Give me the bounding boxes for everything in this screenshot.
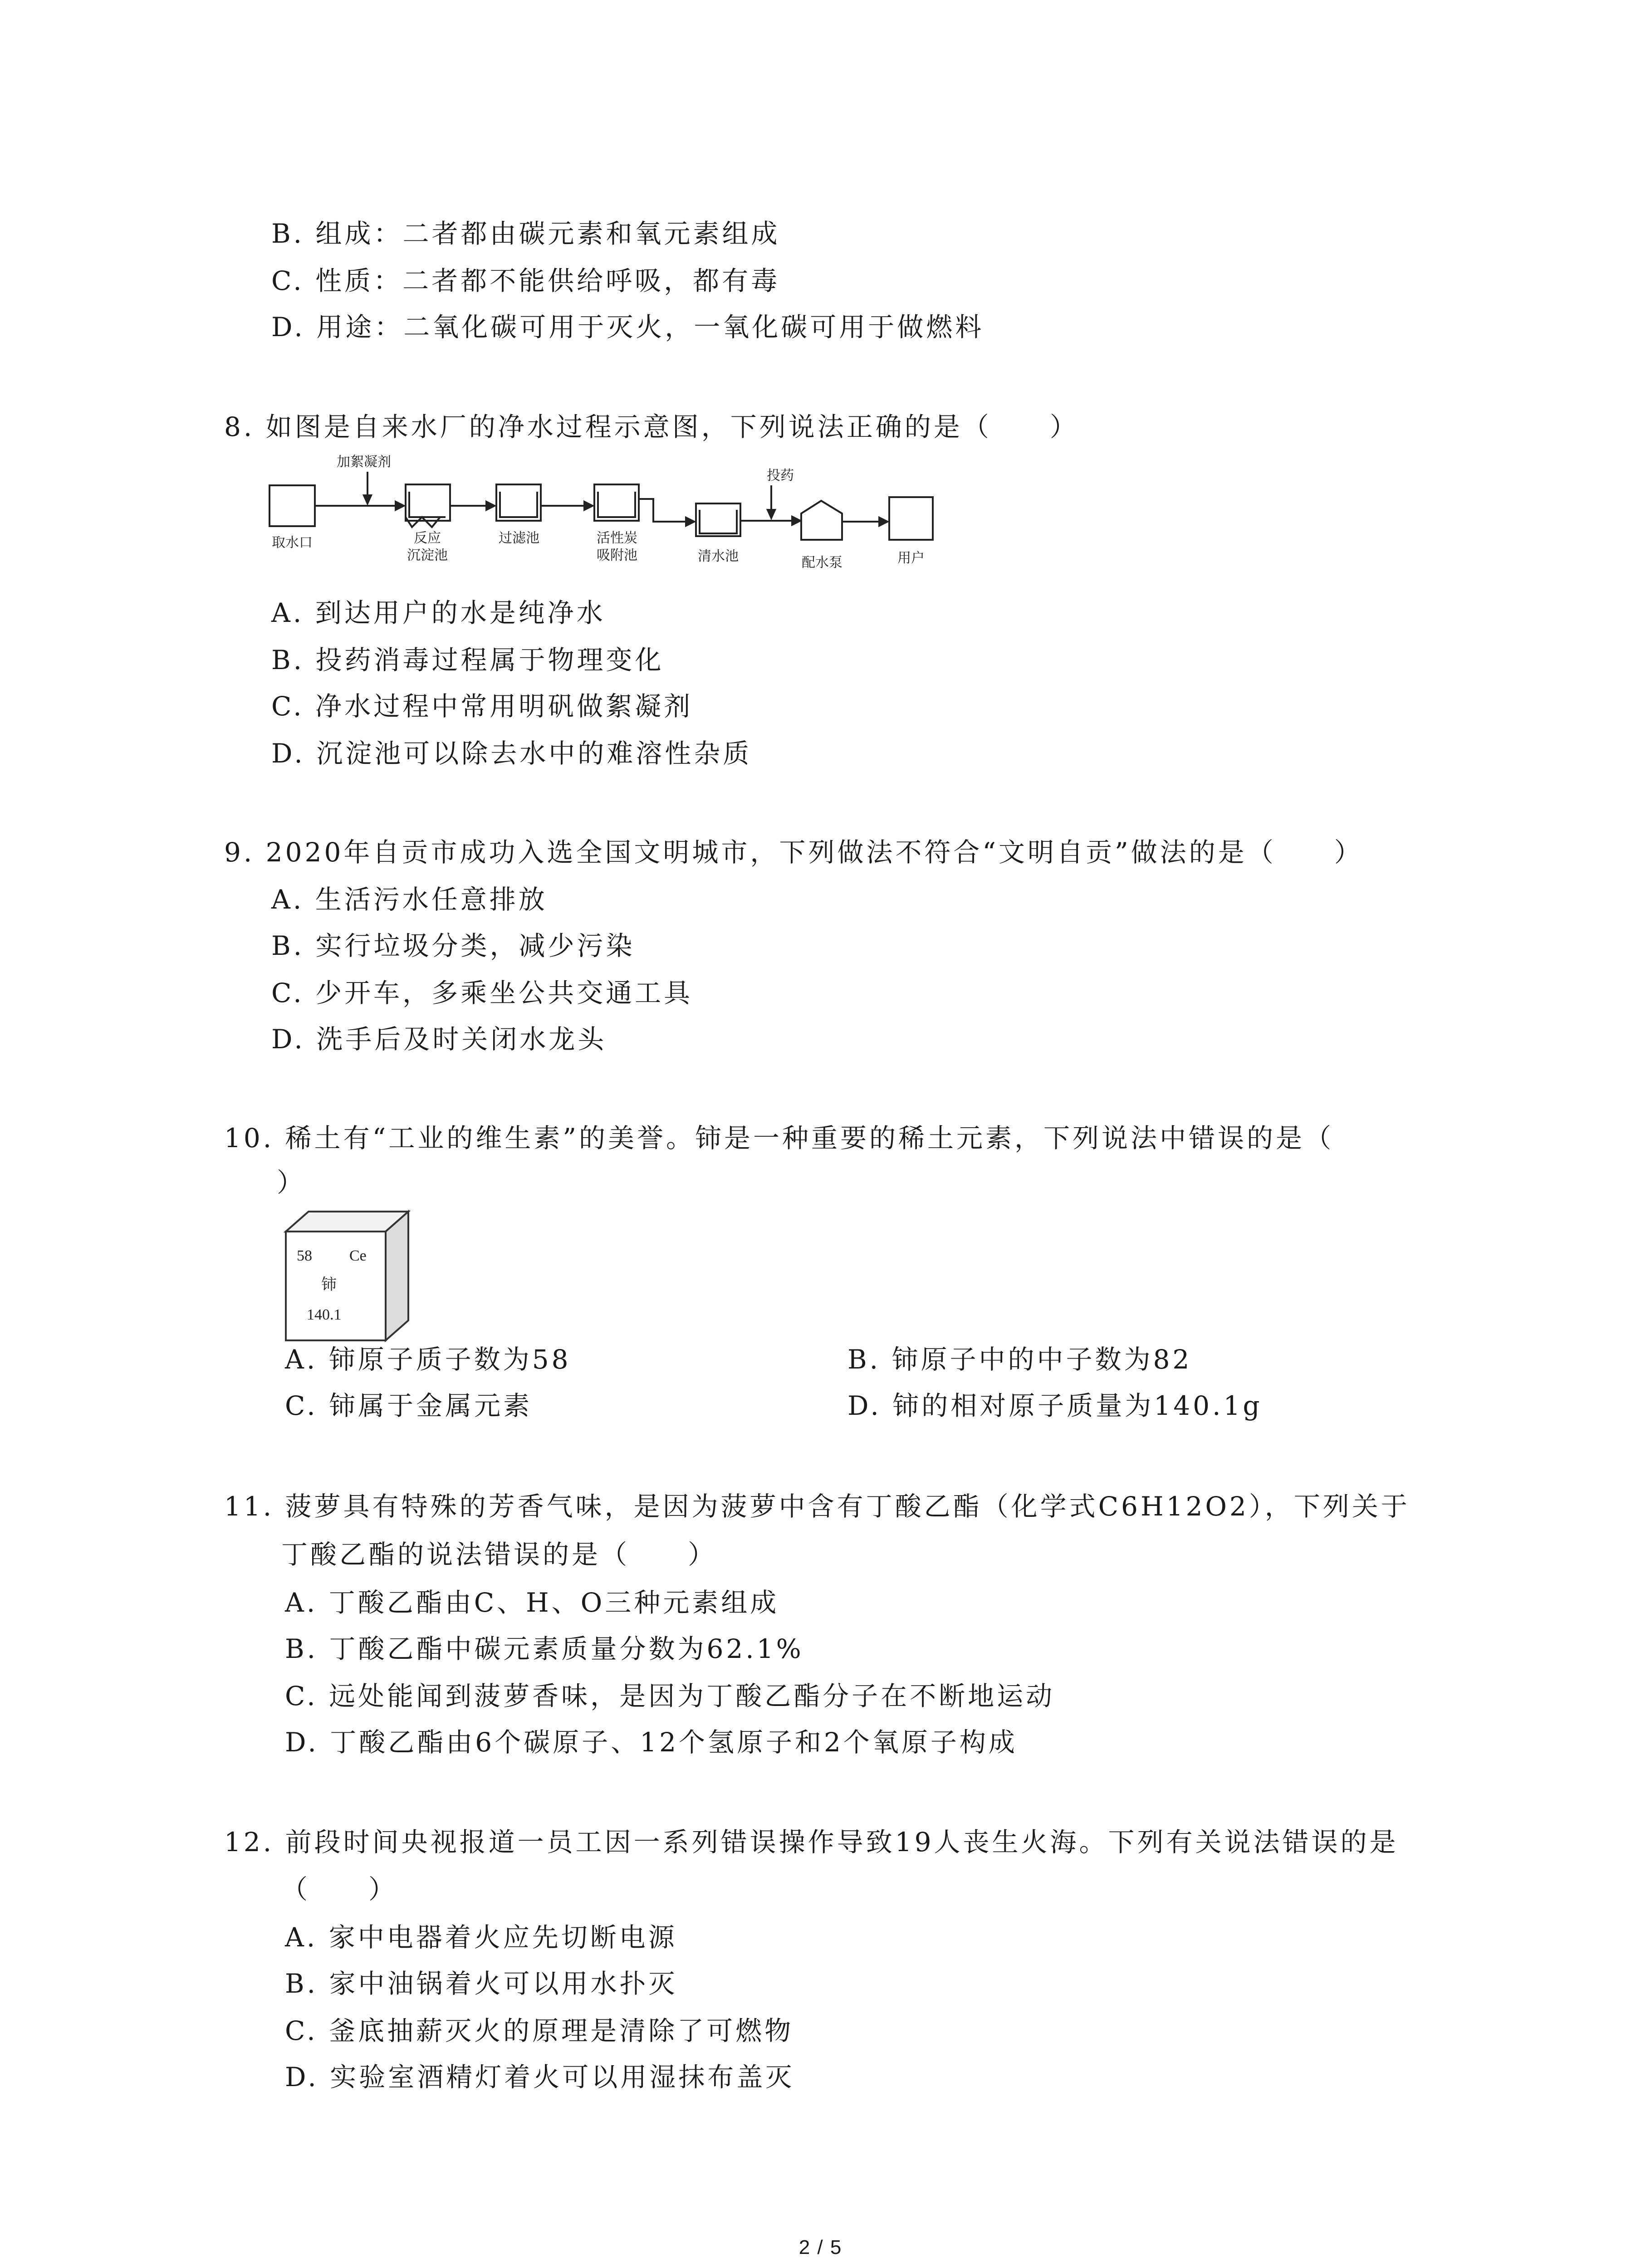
q12-option-c: C. 釜底抽薪灭火的原理是清除了可燃物 bbox=[285, 2015, 794, 2046]
q10-stem-line1: 10. 稀土有“工业的维生素”的美誉。铈是一种重要的稀土元素，下列说法中错误的是（ bbox=[224, 1123, 1334, 1154]
q8-option-c: C. 净水过程中常用明矾做絮凝剂 bbox=[271, 691, 693, 722]
label-carbon-1: 活性炭 bbox=[597, 530, 637, 546]
q12-option-d: D. 实验室酒精灯着火可以用湿抹布盖灭 bbox=[285, 2062, 795, 2092]
q10-option-d: D. 铈的相对原子质量为140.1g bbox=[847, 1390, 1263, 1421]
q9-option-d: D. 洗手后及时关闭水龙头 bbox=[271, 1024, 607, 1055]
q12-stem-line2: （ ） bbox=[281, 1874, 398, 1905]
q8-option-a: A. 到达用户的水是纯净水 bbox=[271, 597, 606, 628]
label-intake: 取水口 bbox=[272, 535, 313, 551]
q12-option-b: B. 家中油锅着火可以用水扑灭 bbox=[285, 1968, 678, 1999]
q11-stem-line1: 11. 菠萝具有特殊的芳香气味，是因为菠萝中含有丁酸乙酯（化学式C6H12O2），下列关于 bbox=[224, 1491, 1410, 1522]
q11-option-b: B. 丁酸乙酯中碳元素质量分数为62.1% bbox=[285, 1633, 804, 1664]
water-treatment-diagram bbox=[268, 454, 957, 590]
q12-option-a: A. 家中电器着火应先切断电源 bbox=[285, 1922, 677, 1953]
label-add-coagulant: 加絮凝剂 bbox=[337, 454, 391, 470]
label-filter: 过滤池 bbox=[499, 530, 539, 546]
element-symbol: Ce bbox=[349, 1247, 367, 1264]
q8-stem: 8. 如图是自来水厂的净水过程示意图，下列说法正确的是（ ） bbox=[224, 411, 1079, 442]
q9-option-c: C. 少开车，多乘坐公共交通工具 bbox=[271, 978, 693, 1008]
q10-stem-line2: ） bbox=[277, 1167, 306, 1198]
atomic-number: 58 bbox=[297, 1247, 312, 1264]
q11-option-a: A. 丁酸乙酯由C、H、O三种元素组成 bbox=[285, 1587, 779, 1618]
q8-option-b: B. 投药消毒过程属于物理变化 bbox=[271, 645, 664, 675]
q10-option-a: A. 铈原子质子数为58 bbox=[285, 1344, 571, 1375]
label-dose: 投药 bbox=[767, 468, 794, 484]
q12-stem-line1: 12. 前段时间央视报道一员工因一系列错误操作导致19人丧生火海。下列有关说法错误的是 bbox=[224, 1827, 1399, 1857]
q11-option-c: C. 远处能闻到菠萝香味，是因为丁酸乙酯分子在不断地运动 bbox=[285, 1681, 1055, 1711]
label-clear: 清水池 bbox=[698, 548, 739, 564]
q7-option-d: D. 用途：二氧化碳可用于灭火，一氧化碳可用于做燃料 bbox=[271, 312, 985, 342]
q9-option-a: A. 生活污水任意排放 bbox=[271, 884, 548, 915]
cerium-element-card bbox=[281, 1209, 413, 1345]
intake-box bbox=[269, 485, 315, 526]
q8-option-d: D. 沉淀池可以除去水中的难溶性杂质 bbox=[271, 738, 752, 769]
atomic-mass: 140.1 bbox=[307, 1306, 342, 1323]
carbon-tank bbox=[594, 484, 639, 521]
reaction-tank bbox=[406, 484, 450, 521]
filter-tank bbox=[496, 484, 541, 521]
label-carbon-2: 吸附池 bbox=[597, 547, 637, 563]
q10-option-c: C. 铈属于金属元素 bbox=[285, 1390, 533, 1421]
q10-option-b: B. 铈原子中的中子数为82 bbox=[847, 1344, 1192, 1375]
user-box bbox=[889, 497, 933, 540]
label-user: 用户 bbox=[897, 550, 925, 566]
q11-stem-line2: 丁酸乙酯的说法错误的是（ ） bbox=[281, 1539, 717, 1570]
pump-house bbox=[801, 501, 842, 540]
element-name: 铈 bbox=[321, 1276, 337, 1293]
q9-option-b: B. 实行垃圾分类，减少污染 bbox=[271, 930, 635, 961]
label-reaction-1: 反应 bbox=[414, 530, 441, 546]
label-pump: 配水泵 bbox=[802, 555, 843, 571]
page-number: 2 / 5 bbox=[798, 2236, 843, 2258]
q7-option-b: B. 组成：二者都由碳元素和氧元素组成 bbox=[271, 218, 780, 249]
q9-stem: 9. 2020年自贡市成功入选全国文明城市，下列做法不符合“文明自贡”做法的是（ ） bbox=[224, 837, 1363, 868]
q7-option-c: C. 性质：二者都不能供给呼吸，都有毒 bbox=[271, 265, 780, 296]
label-reaction-2: 沉淀池 bbox=[407, 547, 448, 563]
q11-option-d: D. 丁酸乙酯由6个碳原子、12个氢原子和2个氧原子构成 bbox=[285, 1727, 1018, 1758]
clear-water-tank bbox=[696, 503, 740, 536]
